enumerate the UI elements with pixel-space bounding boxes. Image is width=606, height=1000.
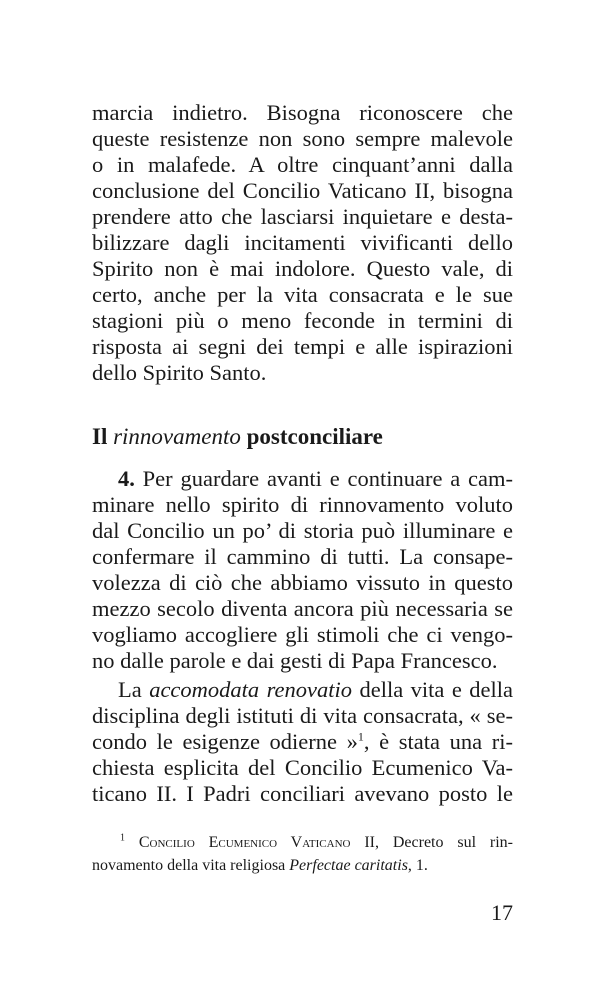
body-text-line: o in malafede. A oltre cinquant’anni dalla — [92, 152, 513, 177]
footnote-text: novamento della vita religiosa — [92, 857, 286, 874]
body-text-line: Spirito non è mai indolore. Questo vale, di — [92, 256, 513, 281]
body-text-line: chiesta esplicita del Concilio Ecumenico Va- — [92, 755, 513, 780]
body-text: , è stata una ri- — [363, 729, 513, 754]
body-text-line: marcia indietro. Bisogna riconoscere che — [92, 100, 513, 125]
paragraph-first-line — [118, 466, 513, 492]
body-text-line: queste resistenze non sono sempre malevole — [92, 126, 513, 151]
heading-italic-text: rinnovamento — [113, 424, 241, 449]
heading-text: Il — [92, 424, 108, 449]
body-text-line: disciplina degli istituti di vita consacrata, « se- — [92, 703, 513, 728]
paragraph-first-line — [118, 677, 513, 703]
body-text: Per guardare avanti e continuare a cam- — [142, 466, 513, 491]
body-text-line: mezzo secolo diventa ancora più necessaria se — [92, 596, 513, 621]
page-number: 17 — [491, 900, 513, 925]
body-text-line — [92, 729, 513, 755]
footnote-text: , 1. — [407, 857, 428, 874]
body-text-line: no dalle parole e dai gesti di Papa Francesco. — [92, 648, 498, 673]
body-text-line: dal Concilio un po’ di storia può illuminare e — [92, 518, 513, 543]
body-text-line: conclusione del Concilio Vaticano II, bisogna — [92, 178, 513, 203]
footnote-text: , Decreto sul rin- — [375, 834, 514, 851]
footnote-marker: 1 — [120, 832, 125, 844]
body-text: condo le esigenze odierne » — [92, 729, 358, 754]
body-text-line: confermare il cammino di tutti. La consape- — [92, 544, 513, 569]
section-heading — [92, 422, 383, 452]
latin-phrase: accomodata renovatio — [149, 677, 353, 702]
body-text: della vita e della — [359, 677, 513, 702]
body-text: La — [118, 677, 142, 702]
body-text-line: dello Spirito Santo. — [92, 360, 267, 385]
body-text-line: bilizzare dagli incitamenti vivificanti dello — [92, 230, 513, 255]
footnote-line — [120, 832, 513, 854]
body-text-line: certo, anche per la vita consacrata e le sue — [92, 282, 513, 307]
footnote-reference[interactable]: 1 — [357, 729, 364, 744]
body-text-line: stagioni più o meno feconde in termini di — [92, 308, 513, 333]
body-text-line: ticano II. I Padri conciliari avevano posto le — [92, 781, 513, 806]
footnote-line — [92, 855, 513, 877]
body-text-line: prendere atto che lasciarsi inquietare e desta- — [92, 204, 513, 229]
body-text-line: risposta ai segni dei tempi e alle ispirazioni — [92, 334, 513, 359]
body-text-line: volezza di ciò che abbiamo vissuto in questo — [92, 570, 513, 595]
footnote-document-title: Perfectae caritatis — [289, 857, 408, 874]
heading-text: postconciliare — [246, 424, 383, 449]
paragraph-number: 4. — [118, 466, 135, 491]
footnote-source: Concilio Ecumenico Vaticano II — [138, 834, 375, 851]
body-text-line: minare nello spirito di rinnovamento voluto — [92, 492, 513, 517]
body-text-line: vogliamo accogliere gli stimoli che ci vengo- — [92, 622, 513, 647]
